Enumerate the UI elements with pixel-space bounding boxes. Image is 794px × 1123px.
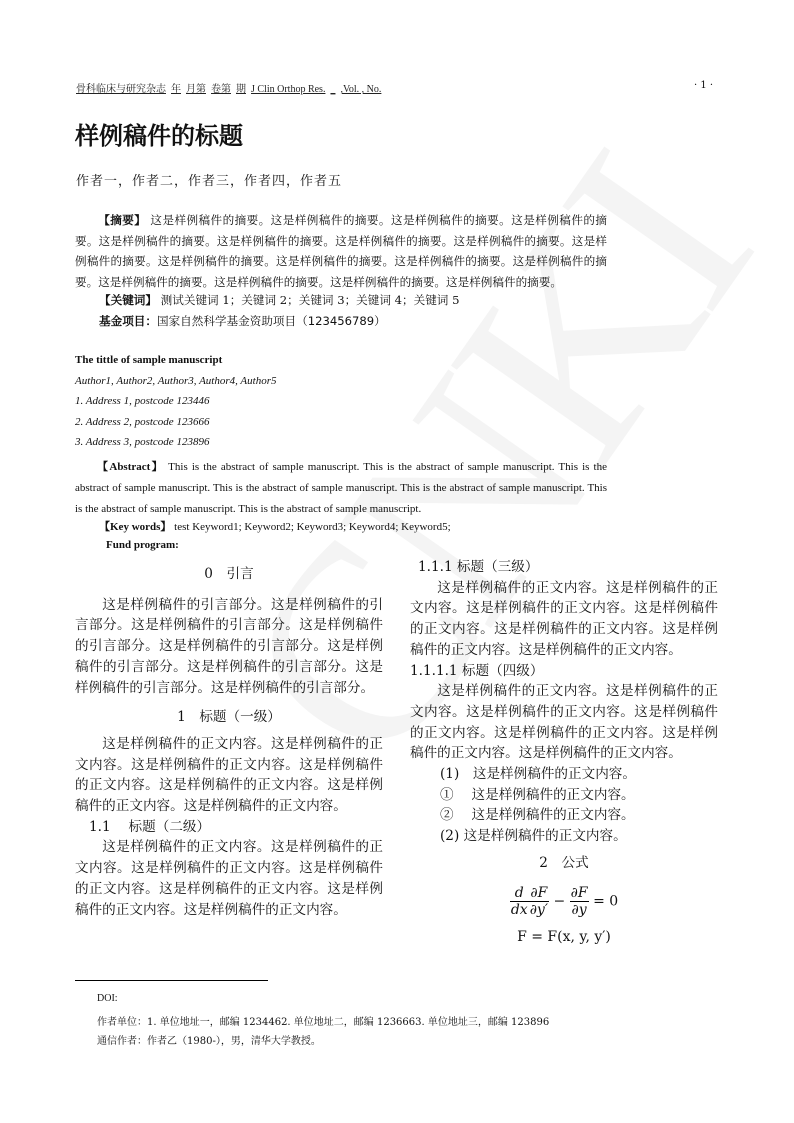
heading-level4: 1.1.1.1 标题（四级）: [410, 662, 544, 679]
heading-level3: 1.1.1 标题（三级）: [418, 559, 539, 575]
abstract-text: 这是样例稿件的摘要。这是样例稿件的摘要。这是样例稿件的摘要。这是样例稿件的摘要。这是样例稿件的摘要。这是样例稿件的摘要。这是样例稿件的摘要。这是样例稿件的摘要。这是样例稿件的摘要。这是样例稿件的摘要。这是样例稿件的摘要。这是样例稿件的摘要。这是样例稿件的摘要。这是样例稿件的摘要。这是样例稿件的摘要。这是样例稿件的摘要。这是样例稿件的摘要。: [75, 213, 607, 289]
equation-euler-lagrange: [410, 885, 718, 918]
journal-name: 骨科临床与研究杂志: [76, 84, 166, 95]
paragraph-3: 这是样例稿件的正文内容。这是样例稿件的正文内容。这是样例稿件的正文内容。这是样例稿件的正文内容。这是样例稿件的正文内容。这是样例稿件的正文内容。这是样例稿件的正文内容。: [410, 579, 718, 658]
abstract-en-text: This is the abstract of sample manuscript. This is the abstract of sample manuscript. This is the abstract of sample manuscript. This is the abstract of sample manuscript. This is the abstract of sample manuscript. This is the abstract of sample manuscript. This is the abstract of sample manuscript.: [75, 461, 607, 515]
english-authors: Author1, Author2, Author3, Author4, Author5: [75, 375, 277, 387]
abstract-cn: [75, 210, 607, 292]
abstract-en: [75, 457, 607, 520]
fraction-d-dx: [510, 885, 529, 918]
header-year: 年: [171, 84, 181, 95]
doi: DOI:: [97, 993, 118, 1004]
header-month: 月第: [186, 84, 206, 95]
keywords-en-text: test Keyword1; Keyword2; Keyword3; Keyword4; Keyword5;: [174, 521, 451, 533]
header-vol-no: ,Vol. , No.: [340, 84, 382, 95]
denominator: ∂y′: [529, 902, 549, 918]
minus-sign: −: [553, 893, 566, 910]
list-item: ② 这是样例稿件的正文内容。: [440, 807, 635, 824]
paragraph-4: 这是样例稿件的正文内容。这是样例稿件的正文内容。这是样例稿件的正文内容。这是样例稿件的正文内容。这是样例稿件的正文内容。这是样例稿件的正文内容。这是样例稿件的正文内容。: [410, 683, 718, 762]
list-item: (2) 这是样例稿件的正文内容。: [440, 828, 627, 845]
paragraph-2: 这是样例稿件的正文内容。这是样例稿件的正文内容。这是样例稿件的正文内容。这是样例稿件的正文内容。这是样例稿件的正文内容。这是样例稿件的正文内容。这是样例稿件的正文内容。: [75, 839, 383, 918]
fraction-dF-dy: [570, 885, 589, 918]
corresponding-author: 通信作者：作者乙（1980-），男，清华大学教授。: [97, 1036, 321, 1047]
heading-level2: 1.1 标题（二级）: [89, 818, 211, 835]
authors: 作者一，作者二，作者三，作者四，作者五: [76, 174, 343, 189]
heading-formula: 2 公式: [539, 854, 589, 871]
address-2: 2. Address 2, postcode 123666: [75, 416, 210, 428]
left-column: [75, 564, 383, 920]
header-volume: 卷第: [211, 84, 231, 95]
right-column: [410, 557, 718, 874]
equation-F: F = F(x, y, y′): [517, 929, 611, 945]
fund-text: 国家自然科学基金资助项目（123456789）: [156, 314, 386, 328]
list-item: ① 这是样例稿件的正文内容。: [440, 786, 635, 803]
header-blank: _: [330, 84, 336, 95]
paper-title: 样例稿件的标题: [75, 122, 243, 150]
fund-label: 基金项目：: [99, 314, 157, 328]
numerator: d: [510, 885, 529, 902]
journal-abbrev: J Clin Orthop Res.: [251, 84, 326, 95]
heading-intro: 0 引言: [204, 566, 254, 582]
fund-cn: [99, 313, 386, 329]
keywords-en-label: 【Key words】: [99, 521, 172, 533]
denominator: ∂y: [571, 902, 587, 918]
address-3: 3. Address 3, postcode 123896: [75, 436, 210, 448]
keywords-text: 测试关键词 1；关键词 2；关键词 3；关键词 4；关键词 5: [160, 293, 460, 307]
page-number: · 1 ·: [694, 80, 714, 91]
fund-en: Fund program:: [106, 539, 179, 551]
heading-level1: 1 标题（一级）: [177, 709, 281, 726]
running-header: [76, 80, 386, 95]
numerator: ∂F: [530, 885, 548, 901]
paragraph-1: 这是样例稿件的正文内容。这是样例稿件的正文内容。这是样例稿件的正文内容。这是样例稿件的正文内容。这是样例稿件的正文内容。这是样例稿件的正文内容。这是样例稿件的正文内容。: [75, 735, 383, 815]
author-affiliations: 作者单位：1. 单位地址一，邮编 1234462. 单位地址二，邮编 1236663. 单位地址三，邮编 123896: [97, 1017, 550, 1028]
keywords-en: [99, 518, 451, 534]
keywords-label: 【关键词】: [99, 293, 157, 307]
footnote-divider: [75, 980, 268, 981]
list-item: (1) 这是样例稿件的正文内容。: [440, 766, 636, 783]
fraction-dF-dyprime: [529, 885, 549, 918]
abstract-label: 【摘要】: [98, 213, 147, 227]
abstract-en-label: 【Abstract】: [97, 461, 165, 473]
header-issue: 期: [236, 84, 246, 95]
denominator: dx: [510, 902, 528, 918]
numerator: ∂F: [570, 885, 588, 901]
address-1: 1. Address 1, postcode 123446: [75, 395, 210, 407]
english-title: The tittle of sample manuscript: [75, 354, 223, 366]
intro-paragraph: 这是样例稿件的引言部分。这是样例稿件的引言部分。这是样例稿件的引言部分。这是样例稿件的引言部分。这是样例稿件的引言部分。这是样例稿件的引言部分。这是样例稿件的引言部分。这是样例稿件的引言部分。这是样例稿件的引言部分。: [75, 596, 383, 696]
keywords-cn: [99, 292, 459, 308]
equals-zero: = 0: [593, 893, 619, 910]
